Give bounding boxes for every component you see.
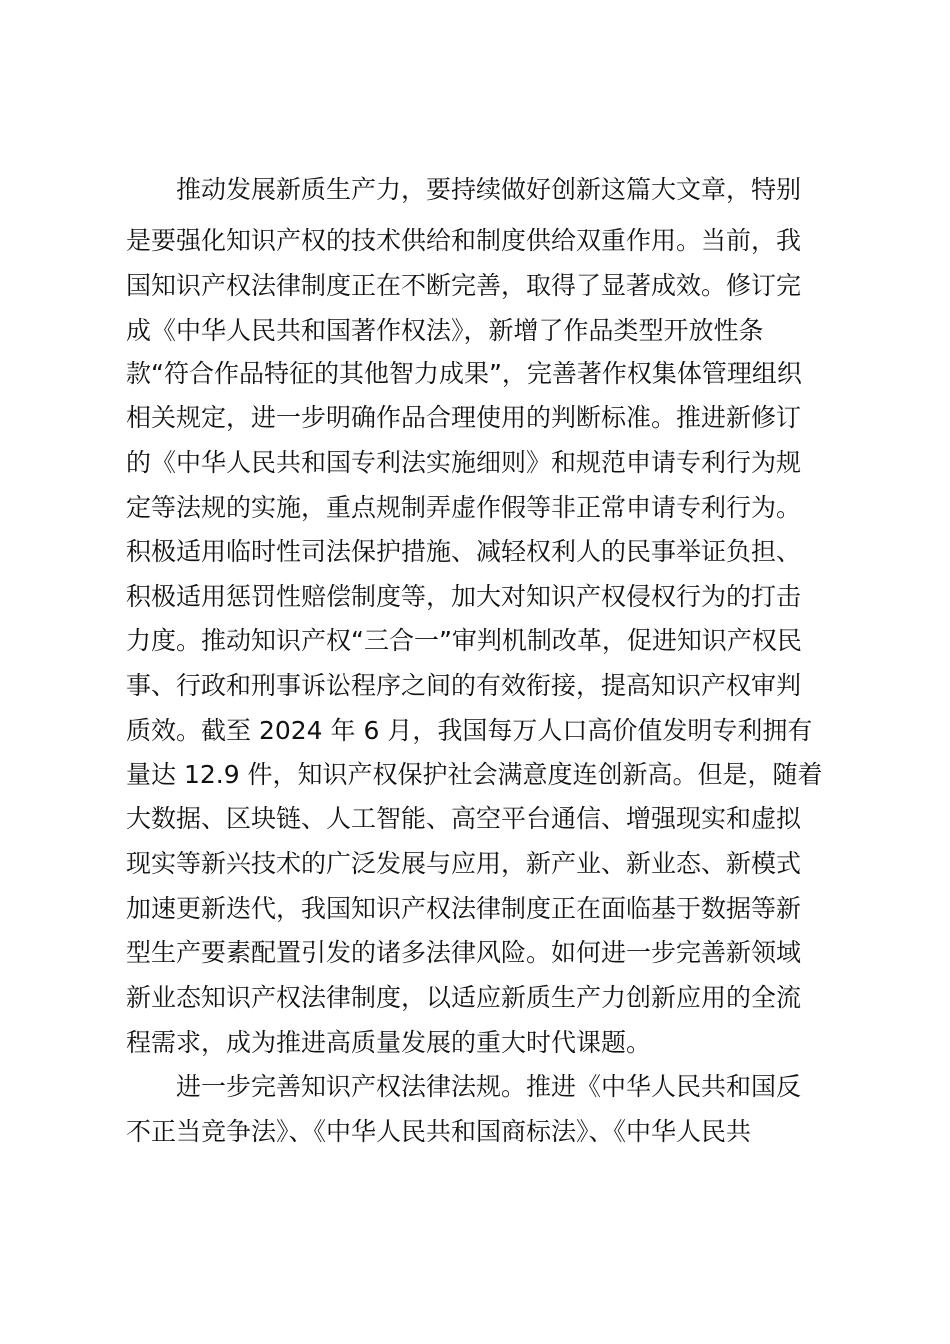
paragraph-1-line: 力度。推动知识产权“三合一”审判机制改革，促进知识产权民 <box>126 626 802 655</box>
paragraph-1-line: 加速更新迭代，我国知识产权法律制度正在面临基于数据等新 <box>126 894 802 923</box>
paragraph-1-line: 是要强化知识产权的技术供给和制度供给双重作用。当前，我 <box>126 226 802 255</box>
paragraph-1-line: 质效。截至 2024 年 6 月，我国每万人口高价值发明专利拥有 <box>126 716 813 745</box>
paragraph-1-line: 积极适用惩罚性赔偿制度等，加大对知识产权侵权行为的打击 <box>126 582 802 611</box>
paragraph-1-line: 相关规定，进一步明确作品合理使用的判断标准。推进新修订 <box>126 403 802 432</box>
paragraph-1-line: 成《中华人民共和国著作权法》，新增了作品类型开放性条 <box>126 316 764 345</box>
paragraph-1-line: 积极适用临时性司法保护措施、减轻权利人的民事举证负担、 <box>126 537 802 566</box>
paragraph-2-line: 进一步完善知识产权法律法规。推进《中华人民共和国反 <box>176 1072 802 1101</box>
paragraph-1-line: 事、行政和刑事诉讼程序之间的有效衔接，提高知识产权审判 <box>126 671 802 700</box>
paragraph-1-line: 现实等新兴技术的广泛发展与应用，新产业、新业态、新模式 <box>126 849 802 878</box>
paragraph-1-line: 量达 12.9 件，知识产权保护社会满意度连创新高。但是，随着 <box>126 760 823 789</box>
paragraph-2-line: 不正当竞争法》、《中华人民共和国商标法》、《中华人民共 <box>126 1117 752 1146</box>
paragraph-1-line: 定等法规的实施，重点规制弄虚作假等非正常申请专利行为。 <box>126 493 802 522</box>
paragraph-1-line: 推动发展新质生产力，要持续做好创新这篇大文章，特别 <box>176 175 802 204</box>
paragraph-1-line: 程需求，成为推进高质量发展的重大时代课题。 <box>126 1028 652 1057</box>
paragraph-1-line: 型生产要素配置引发的诸多法律风险。如何进一步完善新领域 <box>126 938 802 967</box>
paragraph-1-line: 国知识产权法律制度正在不断完善，取得了显著成效。修订完 <box>126 271 802 300</box>
paragraph-1-line: 的《中华人民共和国专利法实施细则》和规范申请专利行为规 <box>126 448 802 477</box>
paragraph-1-line: 大数据、区块链、人工智能、高空平台通信、增强现实和虚拟 <box>126 804 802 833</box>
paragraph-1-line: 新业态知识产权法律制度，以适应新质生产力创新应用的全流 <box>126 983 802 1012</box>
paragraph-1-line: 款“符合作品特征的其他智力成果”，完善著作权集体管理组织 <box>126 359 802 388</box>
